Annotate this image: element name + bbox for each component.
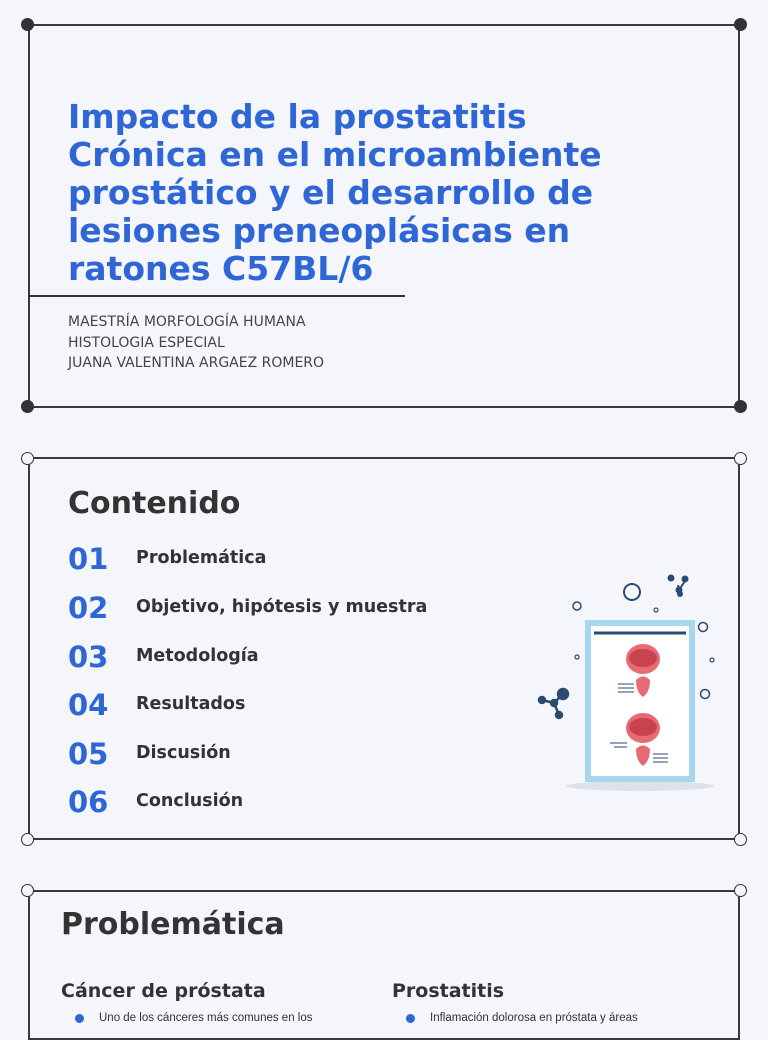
frame-corner-dot xyxy=(21,18,34,31)
prostate-diagram-clipboard-icon xyxy=(530,568,730,798)
frame-corner-dot xyxy=(21,400,34,413)
toc-label: Resultados xyxy=(136,694,246,714)
column-heading-cancer: Cáncer de próstata xyxy=(61,980,266,1002)
meta-program: MAESTRÍA MORFOLOGÍA HUMANA xyxy=(68,314,306,330)
frame-corner-dot xyxy=(734,18,747,31)
toc-number: 04 xyxy=(68,688,109,722)
bullet-item: Uno de los cánceres más comunes en los xyxy=(99,1012,313,1024)
toc-number: 02 xyxy=(68,591,109,625)
presentation-meta xyxy=(68,312,324,374)
column-heading-prostatitis: Prostatitis xyxy=(392,980,505,1002)
title-divider xyxy=(28,295,405,297)
toc-number: 06 xyxy=(68,785,109,819)
toc-number: 03 xyxy=(68,640,109,674)
frame-corner-dot xyxy=(21,833,34,846)
toc-label: Metodología xyxy=(136,646,259,666)
meta-course: HISTOLOGIA ESPECIAL xyxy=(68,334,225,351)
toc-label: Problemática xyxy=(136,548,267,568)
frame-corner-dot xyxy=(734,400,747,413)
problem-heading: Problemática xyxy=(61,907,285,942)
toc-number: 01 xyxy=(68,542,109,576)
toc-number: 05 xyxy=(68,737,109,771)
toc-label: Conclusión xyxy=(136,791,244,811)
presentation-title: Impacto de la prostatitis Crónica en el microambiente prostático y el desarrollo de lesiones preneoplásicas en ratones C57BL/6 xyxy=(68,97,602,288)
frame-corner-dot xyxy=(21,452,34,465)
toc-label: Discusión xyxy=(136,743,231,763)
frame-corner-dot xyxy=(734,884,747,897)
bullet-item: Inflamación dolorosa en próstata y áreas xyxy=(430,1012,638,1024)
frame-corner-dot xyxy=(734,833,747,846)
meta-author: JUANA VALENTINA ARGAEZ ROMERO xyxy=(68,355,325,371)
toc-label: Objetivo, hipótesis y muestra xyxy=(136,597,428,617)
frame-corner-dot xyxy=(21,884,34,897)
contents-heading: Contenido xyxy=(68,486,241,521)
frame-corner-dot xyxy=(734,452,747,465)
